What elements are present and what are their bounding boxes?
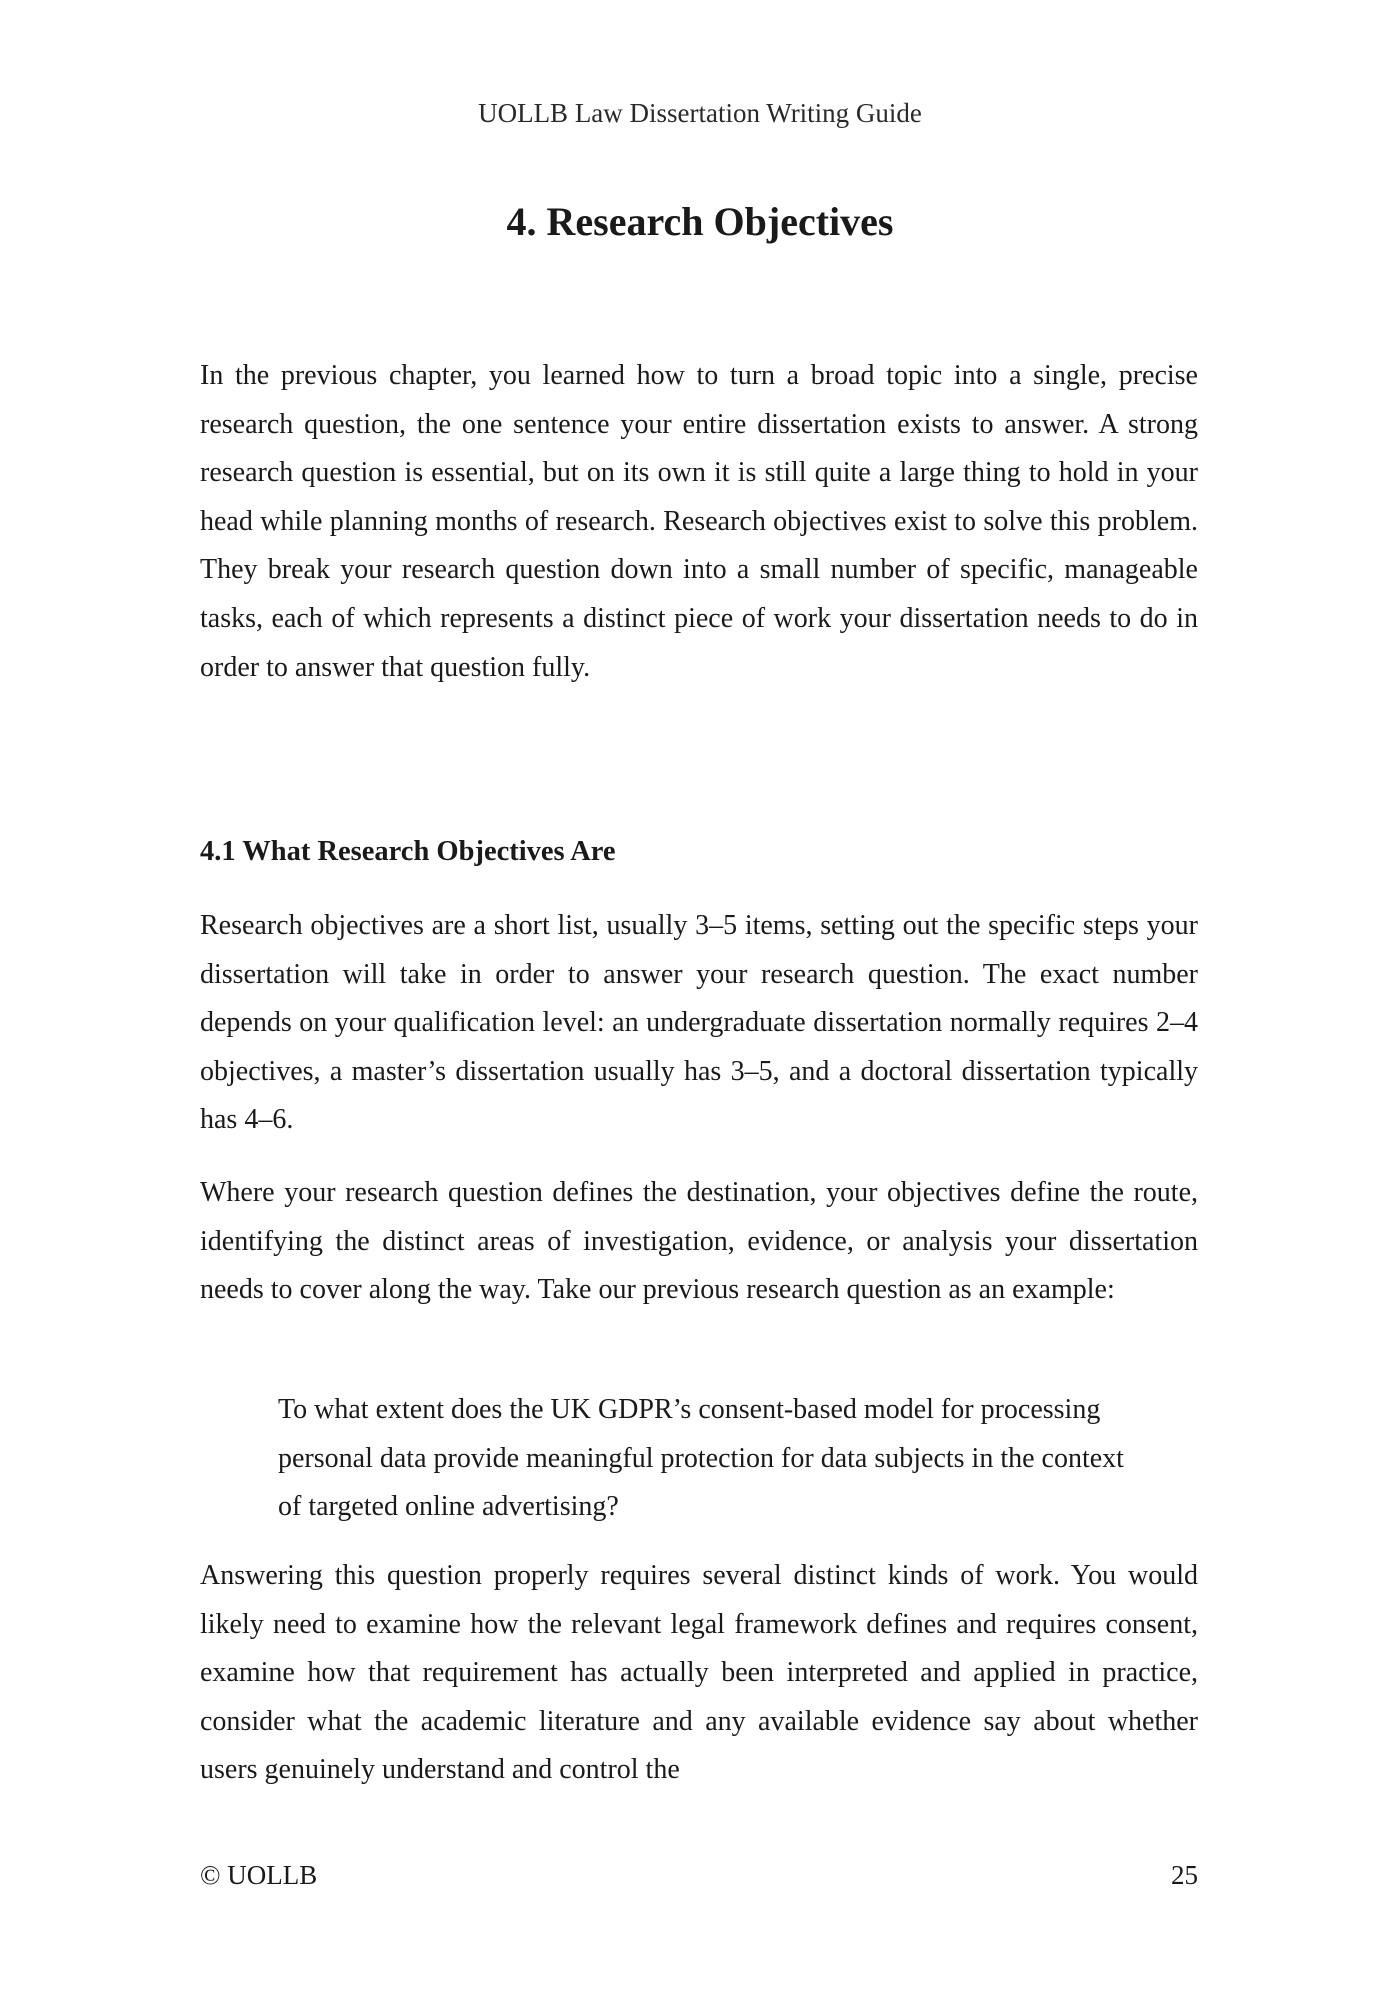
chapter-title: 4. Research Objectives xyxy=(506,199,894,244)
body-paragraph-1: Research objectives are a short list, usually 3–5 items, setting out the specific steps your dissertation will take in order to answer your research question. The exact number depends on your qualification level: an undergraduate dissertation normally requires 2–4 objectives, a master’s dissertation usually has 3–5, and a doctoral dissertation typically has 4–6. xyxy=(200,910,1198,1136)
body-paragraph-2: Where your research question defines the destination, your objectives define the route, identifying the distinct areas of investigation, evidence, or analysis your dissertation needs to cover along the way. Take our previous research question as an example: xyxy=(200,1177,1198,1306)
intro-paragraph: In the previous chapter, you learned how to turn a broad topic into a single, precise research question, the one sentence your entire dissertation exists to answer. A strong research question is essential, but on its own it is still quite a large thing to hold in your head while planning months of research. Research objectives exist to solve this problem. They break your research question down into a small number of specific, manageable tasks, each of which represents a distinct piece of work your dissertation needs to do in order to answer that question fully. xyxy=(200,360,1198,683)
footer-copyright: © UOLLB xyxy=(200,1860,318,1890)
page-number: 25 xyxy=(1171,1860,1198,1890)
running-header: UOLLB Law Dissertation Writing Guide xyxy=(478,98,922,128)
example-research-question: To what extent does the UK GDPR’s consent-based model for processing personal data provide meaningful protection for data subjects in the context of targeted online advertising? xyxy=(278,1394,1124,1523)
body-paragraph-3: Answering this question properly requires several distinct kinds of work. You would likely need to examine how the relevant legal framework defines and requires consent, examine how that requirement has actually been interpreted and applied in practice, consider what the academic literature and any available evidence say about whether users genuinely understand and control the xyxy=(200,1560,1198,1786)
section-heading: 4.1 What Research Objectives Are xyxy=(200,836,616,867)
